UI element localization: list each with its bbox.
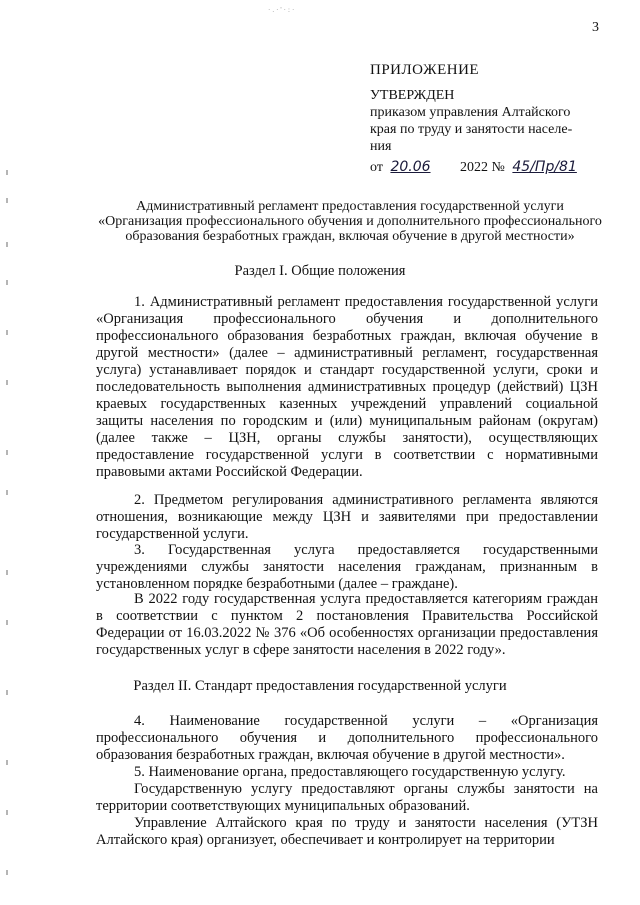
approval-line-1: приказом управления Алтайского: [370, 105, 571, 120]
paragraph-2022: В 2022 году государственная услуга предоставляется категориям граждан в соответствии с пунктом 2 постановления Правительства Российской Федерации от 16.03.2022 № 376 «Об особенностях организации предоставления государственных услуг в сфере занятости населения в 2022 году».: [96, 591, 598, 658]
approval-line-3: ния: [370, 139, 392, 154]
paragraph-2: 2. Предметом регулирования административного регламента являются отношения, возникающие между ЦЗН и заявителями при предоставлении государственной услуги.: [96, 492, 598, 542]
approved-label: УТВЕРЖДЕН: [370, 88, 455, 103]
page-number: 3: [592, 20, 599, 35]
binding-marks: [4, 150, 10, 905]
paragraph-4: 4. Наименование государственной услуги – «Организация профессионального обучения и дополнительного профессионального образования безработных граждан, включая обучение в другой местности».: [96, 713, 598, 763]
approval-date-line: [370, 159, 620, 176]
scan-specks: ·.·'·:·: [268, 6, 297, 14]
appendix-title: ПРИЛОЖЕНИЕ: [370, 62, 480, 78]
handwritten-date: 20.06: [390, 159, 431, 175]
approval-line-2: края по труду и занятости населе-: [370, 122, 573, 137]
section-2-heading: Раздел II. Стандарт предоставления государственной услуги: [133, 678, 507, 694]
paragraph-1: 1. Административный регламент предоставления государственной услуги «Организация профессионального обучения и дополнительного профессионального образования безработных граждан, включая обучение в другой местности» (далее – административный регламент, государственная услуга) устанавливает порядок и стандарт государственной услуги, сроки и последовательность выполнения административных процедур (действий) ЦЗН краевых государственных казенных учреждений управлений социальной защиты населения по городским и (или) муниципальным районам (округам) (далее также – ЦЗН, органы службы занятости), осуществляющих предоставление государственной услуги в соответствии с нормативными правовыми актами Российской Федерации.: [96, 294, 598, 480]
paragraph-3: 3. Государственная услуга предоставляется государственными учреждениями службы занятости населения гражданам, признанным в установленном порядке безработными (далее – граждане).: [96, 542, 598, 592]
regulation-title: Административный регламент предоставления государственной услуги «Организация профессионального обучения и дополнительного профессионального образования безработных граждан, включая обучение в другой местности»: [98, 199, 602, 244]
from-prefix: от: [370, 160, 383, 175]
paragraph-utzn: Управление Алтайского края по труду и занятости населения (УТЗН Алтайского края) организует, обеспечивает и контролирует на территории: [96, 815, 598, 848]
paragraph-5: 5. Наименование органа, предоставляющего государственную услугу.: [134, 764, 566, 780]
approval-block: [370, 62, 620, 176]
section-1-heading: Раздел I. Общие положения: [234, 263, 406, 279]
paragraph-service-providers: Государственную услугу предоставляют органы службы занятости на территории соответствующих муниципальных образований.: [96, 781, 598, 814]
handwritten-order-number: 45/Пр/81: [512, 159, 577, 175]
year-number-label: 2022 №: [460, 160, 505, 175]
